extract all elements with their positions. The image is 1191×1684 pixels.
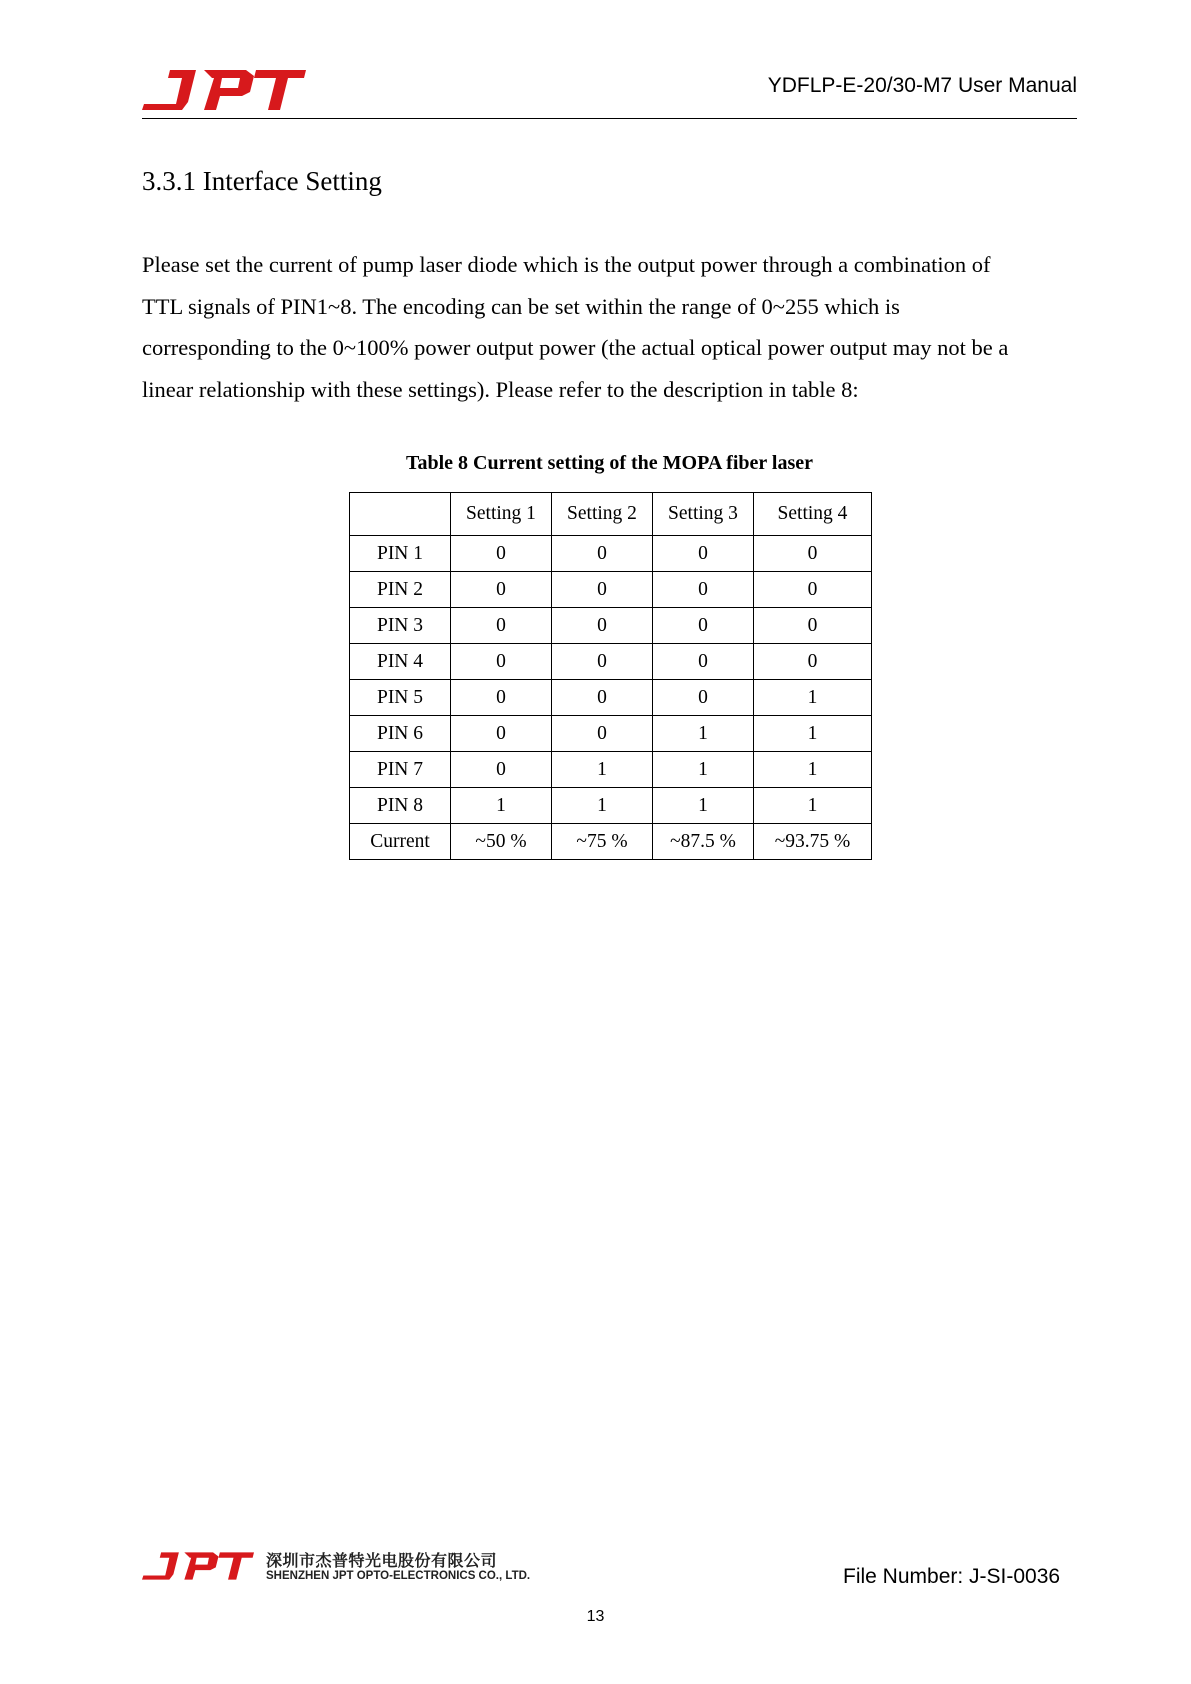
row-label: PIN 6 bbox=[350, 716, 451, 752]
header-divider bbox=[142, 118, 1077, 119]
row-label: PIN 5 bbox=[350, 680, 451, 716]
row-label: PIN 3 bbox=[350, 608, 451, 644]
table-cell: ~75 % bbox=[552, 824, 653, 860]
table-cell: 1 bbox=[653, 788, 754, 824]
table-cell: 0 bbox=[552, 644, 653, 680]
jpt-logo bbox=[142, 68, 306, 112]
row-label: Current bbox=[350, 824, 451, 860]
company-name-chinese: 深圳市杰普特光电股份有限公司 bbox=[266, 1551, 498, 1570]
table-cell: 0 bbox=[754, 644, 872, 680]
table-row bbox=[350, 608, 872, 644]
table-row bbox=[350, 644, 872, 680]
document-title: YDFLP-E-20/30-M7 User Manual bbox=[767, 74, 1077, 97]
table-cell: 0 bbox=[451, 716, 552, 752]
column-header: Setting 2 bbox=[552, 493, 653, 536]
table-cell: 1 bbox=[653, 716, 754, 752]
table-cell: 0 bbox=[653, 608, 754, 644]
table-cell: 1 bbox=[451, 788, 552, 824]
table-cell: 1 bbox=[552, 788, 653, 824]
table-cell: 0 bbox=[653, 680, 754, 716]
section-heading: 3.3.1 Interface Setting bbox=[142, 166, 382, 196]
file-number: File Number: J-SI-0036 bbox=[843, 1565, 1061, 1588]
table-cell: 0 bbox=[552, 536, 653, 572]
table-cell: 0 bbox=[451, 608, 552, 644]
body-paragraph bbox=[142, 244, 1082, 410]
table-cell: 0 bbox=[653, 536, 754, 572]
table-cell: 0 bbox=[754, 572, 872, 608]
row-label: PIN 7 bbox=[350, 752, 451, 788]
table-cell: 1 bbox=[754, 716, 872, 752]
jpt-footer-logo bbox=[142, 1548, 254, 1584]
company-name-english: SHENZHEN JPT OPTO-ELECTRONICS CO., LTD. bbox=[266, 1570, 531, 1582]
table-caption: Table 8 Current setting of the MOPA fiber laser bbox=[406, 452, 813, 474]
column-header: Setting 1 bbox=[451, 493, 552, 536]
paragraph-line: TTL signals of PIN1~8. The encoding can be set within the range of 0~255 which is bbox=[142, 293, 900, 319]
page-number: 13 bbox=[586, 1608, 605, 1625]
table-row bbox=[350, 788, 872, 824]
table-cell: 0 bbox=[552, 608, 653, 644]
table-cell: 0 bbox=[451, 536, 552, 572]
table-cell: 0 bbox=[451, 752, 552, 788]
table-cell: ~93.75 % bbox=[754, 824, 872, 860]
row-label: PIN 2 bbox=[350, 572, 451, 608]
row-label: PIN 1 bbox=[350, 536, 451, 572]
table-row bbox=[350, 536, 872, 572]
table-row-current bbox=[350, 824, 872, 860]
column-header: Setting 3 bbox=[653, 493, 754, 536]
current-setting-table bbox=[349, 492, 872, 860]
table-row bbox=[350, 716, 872, 752]
table-row bbox=[350, 752, 872, 788]
table-cell: 0 bbox=[552, 572, 653, 608]
table-cell: 0 bbox=[754, 536, 872, 572]
table-cell: 1 bbox=[552, 752, 653, 788]
table-cell: 0 bbox=[754, 608, 872, 644]
table-cell: 0 bbox=[451, 644, 552, 680]
table-cell: 0 bbox=[552, 680, 653, 716]
table-cell: 0 bbox=[653, 644, 754, 680]
table-cell: ~50 % bbox=[451, 824, 552, 860]
table-cell: 1 bbox=[754, 680, 872, 716]
table-header-row bbox=[350, 493, 872, 536]
row-label: PIN 8 bbox=[350, 788, 451, 824]
table-cell: 1 bbox=[754, 788, 872, 824]
table-cell: ~87.5 % bbox=[653, 824, 754, 860]
paragraph-line: linear relationship with these settings). Please refer to the description in table 8: bbox=[142, 376, 859, 402]
table-row bbox=[350, 680, 872, 716]
paragraph-line: Please set the current of pump laser diode which is the output power through a combination of bbox=[142, 252, 991, 277]
table-cell: 1 bbox=[653, 752, 754, 788]
table-cell: 0 bbox=[451, 572, 552, 608]
row-label: PIN 4 bbox=[350, 644, 451, 680]
table-row bbox=[350, 572, 872, 608]
column-header: Setting 4 bbox=[754, 493, 872, 536]
column-header bbox=[350, 493, 451, 536]
table-cell: 1 bbox=[754, 752, 872, 788]
paragraph-line: corresponding to the 0~100% power output power (the actual optical power output may not be a bbox=[142, 335, 1009, 360]
table-cell: 0 bbox=[653, 572, 754, 608]
table-cell: 0 bbox=[451, 680, 552, 716]
table-cell: 0 bbox=[552, 716, 653, 752]
